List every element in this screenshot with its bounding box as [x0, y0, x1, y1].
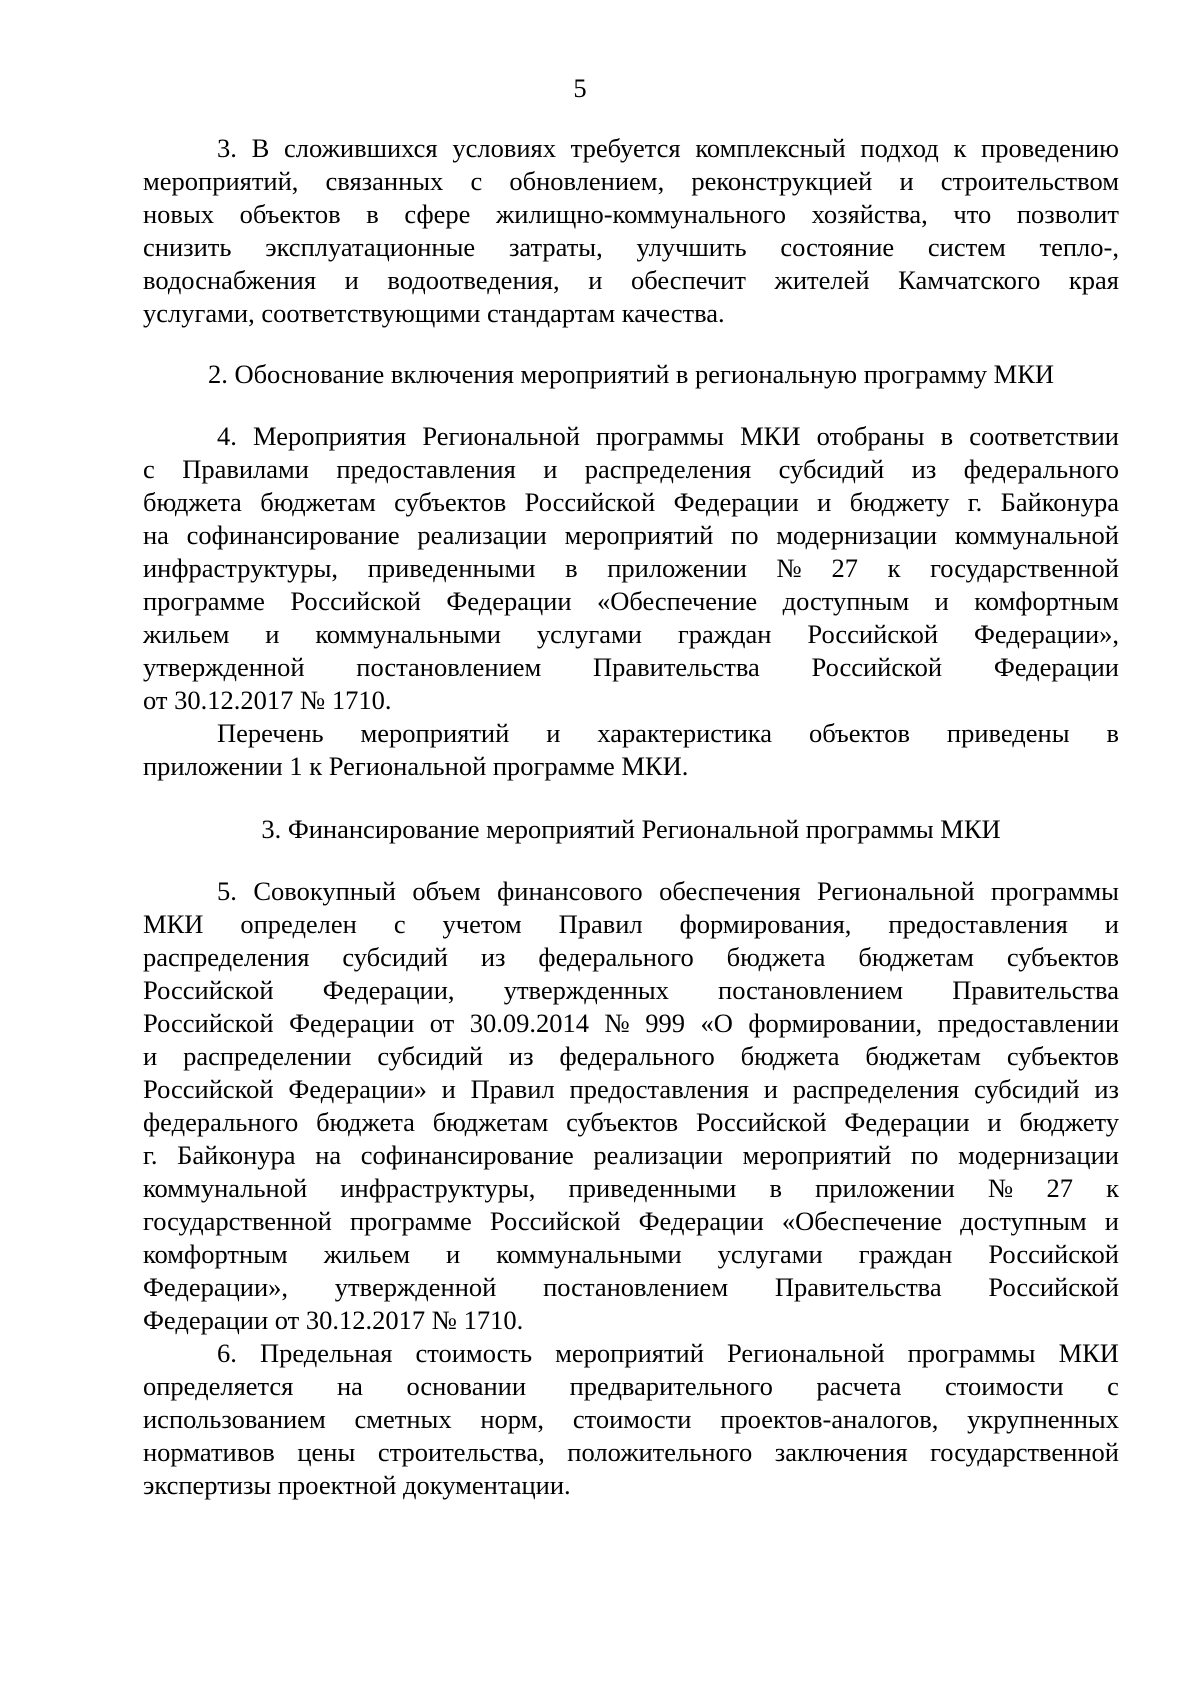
word: постановлением [543, 1272, 729, 1302]
word: Российской [489, 1206, 621, 1236]
word: водоотведения, [387, 265, 560, 295]
word: постановлением [718, 975, 904, 1005]
word: субсидий [973, 1074, 1080, 1104]
word: бюджету [849, 487, 950, 517]
word: Региональной [817, 876, 975, 906]
text-line [143, 1106, 1119, 1138]
word: и [543, 454, 558, 484]
text-line [143, 1436, 1119, 1468]
word: определяется [143, 1371, 294, 1401]
word: Федерации» [288, 1074, 427, 1104]
word: Правительства [952, 975, 1119, 1005]
word: и [1104, 1206, 1119, 1236]
word: с [1107, 1371, 1119, 1401]
word: 3. [217, 133, 237, 163]
word: софинансирование [360, 1140, 574, 1170]
word: Федерации», [143, 1272, 289, 1302]
text-line [143, 198, 1119, 230]
word: строительства, [377, 1437, 545, 1467]
word: приведены [946, 718, 1070, 748]
word: Предельная [259, 1338, 393, 1368]
text-line [143, 585, 1119, 617]
word: бюджета [316, 1107, 415, 1137]
word: бюджета [740, 1041, 840, 1071]
word: субъектов [1006, 942, 1119, 972]
text-line [143, 1073, 1119, 1105]
word: хозяйства, [811, 199, 928, 229]
word: проведению [981, 133, 1119, 163]
word: соответствии [969, 421, 1119, 451]
word: бюджетам [865, 1041, 981, 1071]
word: коммунальными [315, 619, 501, 649]
word: улучшить [636, 232, 747, 262]
text-line [143, 1403, 1119, 1435]
word: подход [860, 133, 939, 163]
word: федерального [143, 1107, 299, 1137]
word: учетом [442, 909, 522, 939]
word: распределения [143, 942, 310, 972]
word: Российской [988, 1272, 1119, 1302]
word: федерального [559, 1041, 715, 1071]
word: сметных [354, 1404, 452, 1434]
word: обеспечения [659, 876, 801, 906]
word: предоставления [888, 909, 1068, 939]
word: характеристика [597, 718, 773, 748]
word: доступным [782, 586, 910, 616]
page-number: 5 [573, 73, 587, 103]
word: услугами [536, 619, 642, 649]
word: Российской [988, 1239, 1119, 1269]
word: субъектов [566, 1107, 679, 1137]
text-line [143, 941, 1119, 973]
word: Российской [143, 1008, 274, 1038]
word: состояние [780, 232, 895, 262]
word: с [470, 166, 483, 196]
word: Региональной [422, 421, 580, 451]
word: Федерации [638, 1206, 764, 1236]
word: программы [991, 876, 1119, 906]
word: граждан [858, 1239, 953, 1269]
word: сложившихся [284, 133, 438, 163]
word: федерального [538, 942, 694, 972]
word: распределения [584, 454, 752, 484]
word: и [1104, 909, 1119, 939]
word: цены [297, 1437, 356, 1467]
word: и [344, 265, 359, 295]
text-line: от 30.12.2017 № 1710. [143, 685, 392, 715]
word: 5. [217, 876, 237, 906]
word: государственной [143, 1206, 332, 1236]
word: Правительства [774, 1272, 942, 1302]
word: в [1106, 718, 1119, 748]
text-line [143, 552, 1119, 584]
word: постановлением [356, 652, 542, 682]
word: распределения [792, 1074, 960, 1104]
word: утвержденной [334, 1272, 497, 1302]
word: Российской [290, 586, 421, 616]
word: укрупненных [967, 1404, 1119, 1434]
word: программе [143, 586, 265, 616]
word: 30.09.2014 [469, 1008, 589, 1038]
word: Российской [807, 619, 939, 649]
word: и [441, 1074, 456, 1104]
text-line [143, 1139, 1119, 1171]
word: «О [700, 1008, 733, 1038]
text-line [143, 486, 1119, 518]
word: и [143, 1041, 158, 1071]
word: тепло-, [1039, 232, 1119, 262]
text-line: Федерации от 30.12.2017 № 1710. [143, 1305, 524, 1335]
word: формирования, [679, 909, 852, 939]
word: приведенными [367, 553, 536, 583]
text-line [217, 875, 1119, 907]
word: 999 [645, 1008, 685, 1038]
word: субсидий [778, 454, 885, 484]
word: и [588, 265, 603, 295]
word: Правил [470, 1074, 555, 1104]
word: программе [349, 1206, 472, 1236]
word: государственной [930, 553, 1119, 583]
word: В [251, 133, 270, 163]
word: утвержденной [143, 652, 305, 682]
word: доступным [960, 1206, 1087, 1236]
word: мероприятий [360, 718, 510, 748]
word: стоимость [415, 1338, 533, 1368]
word: из [508, 1041, 534, 1071]
text-line [143, 1271, 1119, 1303]
word: Федерации», [973, 619, 1119, 649]
word: бюджетам [260, 487, 376, 517]
word: от [429, 1008, 455, 1038]
word: комплексный [695, 133, 846, 163]
word: № [987, 1173, 1014, 1203]
word: 27 [831, 553, 858, 583]
word: Российской [143, 975, 274, 1005]
word: и [987, 1107, 1002, 1137]
text-line [143, 453, 1119, 485]
text-line [143, 908, 1119, 940]
text-line [143, 1238, 1119, 1270]
text-line [143, 1040, 1119, 1072]
text-line [143, 231, 1119, 263]
word: коммунальной [954, 520, 1119, 550]
word: затраты, [508, 232, 603, 262]
word: по [731, 520, 759, 550]
word: стоимости [944, 1371, 1064, 1401]
word: определен [240, 909, 357, 939]
word: мероприятий [564, 520, 714, 550]
word: из [1094, 1074, 1119, 1104]
word: Федерации [289, 1008, 415, 1038]
word: с [143, 454, 155, 484]
text-line [143, 264, 1119, 296]
word: распределении [183, 1041, 352, 1071]
word: Мероприятия [253, 421, 407, 451]
word: коммунальной [143, 1173, 308, 1203]
word: предоставления [336, 454, 516, 484]
word: на [143, 520, 169, 550]
word: инфраструктуры, [143, 553, 339, 583]
word: объем [412, 876, 481, 906]
text-line [217, 717, 1119, 749]
word: предварительного [569, 1371, 773, 1401]
word: реконструкцией [691, 166, 873, 196]
word: и [446, 1239, 461, 1269]
word: на [315, 1140, 342, 1170]
word: бюджету [1019, 1107, 1119, 1137]
word: Федерации [673, 487, 799, 517]
word: г. [143, 1140, 158, 1170]
word: Федерации, [322, 975, 455, 1005]
word: снизить [143, 232, 232, 262]
word: г. [967, 487, 983, 517]
word: систем [927, 232, 1006, 262]
word: с [393, 909, 406, 939]
word: мероприятий [555, 1338, 704, 1368]
word: услугами [717, 1239, 823, 1269]
word: Российской [143, 1074, 274, 1104]
word: расчета [816, 1371, 902, 1401]
word: Федерации [844, 1107, 970, 1137]
word: жителей [774, 265, 870, 295]
word: Региональной [726, 1338, 885, 1368]
word: Федерации [446, 586, 572, 616]
word: Правилами [182, 454, 309, 484]
word: использованием [143, 1404, 326, 1434]
word: мероприятий [742, 1140, 892, 1170]
word: № [604, 1008, 630, 1038]
word: МКИ [740, 421, 801, 451]
word: инфраструктуры, [340, 1173, 536, 1203]
word: утвержденных [503, 975, 669, 1005]
word: обновлением, [509, 166, 665, 196]
word: эксплуатационные [265, 232, 476, 262]
text-line [217, 132, 1119, 164]
word: 6. [217, 1338, 237, 1368]
word: нормативов [143, 1437, 275, 1467]
word: Камчатского [898, 265, 1041, 295]
word: на [336, 1371, 363, 1401]
word: Правительства [593, 652, 760, 682]
word: № [776, 553, 802, 583]
word: субъектов [1006, 1041, 1119, 1071]
word: жильем [143, 619, 230, 649]
word: бюджета [143, 487, 242, 517]
text-line [143, 519, 1119, 551]
word: сфере [404, 199, 471, 229]
text-line [143, 165, 1119, 197]
word: и [899, 166, 914, 196]
word: Совокупный [253, 876, 396, 906]
word: субсидий [377, 1041, 483, 1071]
word: Федерации [993, 652, 1119, 682]
word: программы [596, 421, 724, 451]
section-heading-3: 3. Финансирование мероприятий Региональной программы МКИ [261, 814, 1001, 844]
word: формировании, [748, 1008, 923, 1038]
word: бюджетам [858, 942, 974, 972]
text-line: приложении 1 к Региональной программе МКИ. [143, 751, 689, 781]
word: к [953, 133, 967, 163]
word: объектов [239, 199, 341, 229]
word: 27 [1046, 1173, 1073, 1203]
text-line [143, 1007, 1119, 1039]
word: МКИ [1058, 1338, 1119, 1368]
word: что [953, 199, 992, 229]
word: в [940, 421, 954, 451]
text-line [143, 651, 1119, 683]
word: объектов [808, 718, 910, 748]
word: к [887, 553, 901, 583]
text-line [217, 420, 1119, 452]
word: Российской [811, 652, 943, 682]
word: по [910, 1140, 939, 1170]
word: обеспечит [631, 265, 746, 295]
word: водоснабжения [143, 265, 317, 295]
word: реализации [593, 1140, 723, 1170]
word: комфортным [974, 586, 1119, 616]
word: комфортным [143, 1239, 288, 1269]
word: 4. [217, 421, 237, 451]
word: модернизации [776, 520, 938, 550]
word: связанных [325, 166, 444, 196]
word: в [769, 1173, 782, 1203]
word: проектов-аналогов, [720, 1404, 939, 1434]
word: государственной [930, 1437, 1119, 1467]
word: и [265, 619, 280, 649]
word: отобраны [816, 421, 925, 451]
word: норм, [480, 1404, 545, 1434]
word: модернизации [958, 1140, 1119, 1170]
word: приложении [815, 1173, 955, 1203]
word: софинансирование [186, 520, 400, 550]
word: жильем [323, 1239, 411, 1269]
word: к [1106, 1173, 1119, 1203]
word: предоставления [569, 1074, 749, 1104]
word: заключения [774, 1437, 908, 1467]
word: коммунальными [496, 1239, 682, 1269]
word: из [480, 942, 506, 972]
word: жилищно-коммунального [495, 199, 786, 229]
word: и [817, 487, 832, 517]
word: требуется [570, 133, 681, 163]
text-line [143, 1205, 1119, 1237]
word: Правил [558, 909, 643, 939]
word: и [763, 1074, 778, 1104]
word: финансового [497, 876, 643, 906]
word: края [1068, 265, 1119, 295]
section-heading-2: 2. Обоснование включения мероприятий в региональную программу МКИ [207, 359, 1055, 389]
word: положительного [567, 1437, 753, 1467]
word: МКИ [143, 909, 204, 939]
word: реализации [417, 520, 547, 550]
word: граждан [677, 619, 772, 649]
text-line [143, 1172, 1119, 1204]
word: в [565, 553, 578, 583]
word: Перечень [217, 718, 324, 748]
word: бюджета [726, 942, 826, 972]
word: Байконура [1000, 487, 1119, 517]
word: приложении [607, 553, 747, 583]
word: мероприятий, [143, 166, 299, 196]
word: субсидий [342, 942, 448, 972]
word: и [934, 586, 949, 616]
text-line [143, 618, 1119, 650]
text-line [143, 1370, 1119, 1402]
text-line: экспертизы проектной документации. [143, 1470, 571, 1500]
word: позволит [1016, 199, 1119, 229]
word: в [366, 199, 379, 229]
word: стоимости [572, 1404, 692, 1434]
word: строительством [940, 166, 1119, 196]
word: программы [907, 1338, 1036, 1368]
word: приведенными [568, 1173, 737, 1203]
text-line [217, 1337, 1119, 1369]
word: субъектов [394, 487, 507, 517]
word: федерального [963, 454, 1119, 484]
word: бюджетам [432, 1107, 549, 1137]
word: и [546, 718, 561, 748]
word: «Обеспечение [781, 1206, 943, 1236]
word: из [911, 454, 937, 484]
word: основании [406, 1371, 527, 1401]
word: «Обеспечение [596, 586, 758, 616]
word: Российской [524, 487, 656, 517]
word: условиях [452, 133, 556, 163]
word: Байконура [177, 1140, 296, 1170]
word: предоставлении [937, 1008, 1119, 1038]
text-line [143, 974, 1119, 1006]
word: новых [143, 199, 214, 229]
word: Российской [695, 1107, 827, 1137]
text-line: услугами, соответствующими стандартам качества. [143, 298, 725, 328]
